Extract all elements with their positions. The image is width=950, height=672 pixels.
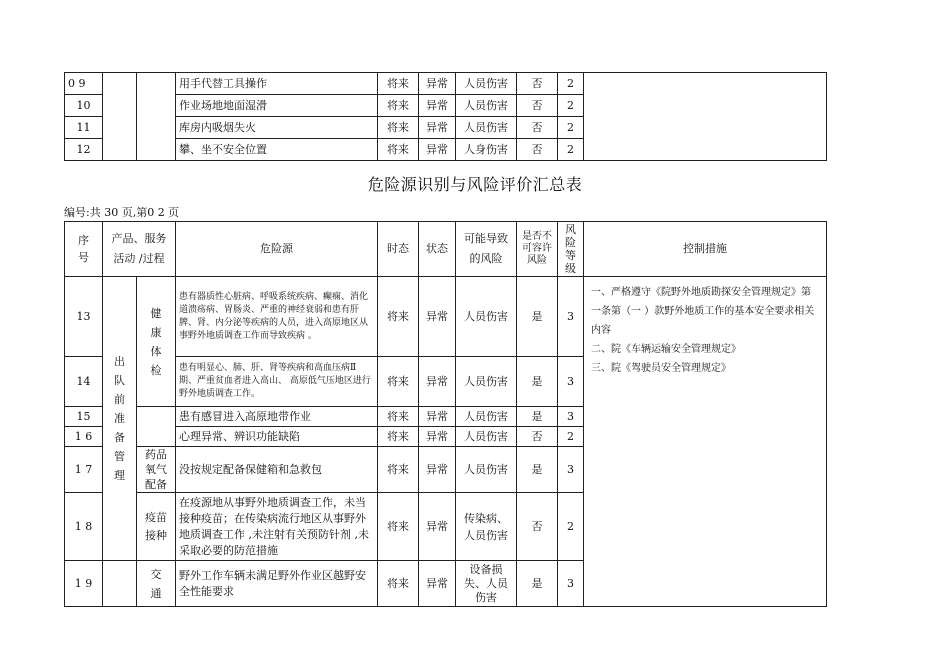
state-cell: 异常 bbox=[419, 357, 456, 407]
state-cell: 异常 bbox=[419, 277, 456, 357]
tense-cell: 将来 bbox=[378, 277, 419, 357]
unacceptable-cell: 否 bbox=[517, 117, 558, 139]
header-no: 序号 bbox=[65, 222, 103, 277]
tense-cell: 将来 bbox=[378, 407, 419, 427]
level-cell: 3 bbox=[558, 357, 584, 407]
level-cell: 2 bbox=[558, 117, 584, 139]
hazard-cell: 心理异常、辨识功能缺陷 bbox=[176, 427, 378, 447]
control-measure-item: 三、院《驾驶员安全管理规定》 bbox=[591, 363, 732, 374]
continuation-table bbox=[64, 72, 827, 161]
hazard-summary-table bbox=[64, 221, 827, 607]
control-measures-list bbox=[587, 277, 823, 378]
tense-cell: 将来 bbox=[378, 561, 419, 607]
group-health-cell: 健康体检 bbox=[137, 277, 176, 407]
control-measure-item: 二、院《车辆运输安全管理规定》 bbox=[591, 344, 742, 355]
row-number: 11 bbox=[65, 117, 103, 139]
group-vaccine-cell: 疫苗接种 bbox=[137, 493, 176, 561]
unacceptable-cell: 是 bbox=[517, 407, 558, 427]
tense-cell: 将来 bbox=[378, 427, 419, 447]
group-outer-cont-cell bbox=[103, 561, 137, 607]
row-number: 14 bbox=[65, 357, 103, 407]
header-level: 风险等级 bbox=[558, 222, 584, 277]
unacceptable-cell: 是 bbox=[517, 357, 558, 407]
state-cell: 异常 bbox=[419, 73, 456, 95]
unacceptable-cell: 是 bbox=[517, 277, 558, 357]
document-number: 编号:共 30 页,第0 2 页 bbox=[64, 206, 180, 219]
group-medicine-cell: 药品氧气配备 bbox=[137, 447, 176, 493]
table-row bbox=[65, 277, 827, 357]
unacceptable-cell: 否 bbox=[517, 95, 558, 117]
tense-cell: 将来 bbox=[378, 357, 419, 407]
subactivity-cell bbox=[137, 73, 176, 161]
risk-cell: 人员伤害 bbox=[456, 95, 517, 117]
hazard-cell: 患有器质性心脏病、呼吸系统疾病、癫痫、消化道溃疡病、胃肠炎、严重的神经衰弱和患有肝脾、肾、内分泌等疾病的人员，进入高原地区从事野外地质调查工作而导致疾病 。 bbox=[176, 277, 378, 357]
risk-cell: 人员伤害 bbox=[456, 117, 517, 139]
hazard-cell: 患有感冒进入高原地带作业 bbox=[176, 407, 378, 427]
state-cell: 异常 bbox=[419, 427, 456, 447]
row-number: 12 bbox=[65, 139, 103, 161]
risk-cell: 人身伤害 bbox=[456, 139, 517, 161]
header-state: 状态 bbox=[419, 222, 456, 277]
header-unacceptable: 是否不可容许风险 bbox=[517, 222, 558, 277]
level-cell: 2 bbox=[558, 139, 584, 161]
unacceptable-cell: 是 bbox=[517, 561, 558, 607]
header-tense: 时态 bbox=[378, 222, 419, 277]
level-cell: 2 bbox=[558, 493, 584, 561]
header-row bbox=[65, 222, 827, 277]
tense-cell: 将来 bbox=[378, 493, 419, 561]
unacceptable-cell: 否 bbox=[517, 139, 558, 161]
hazard-cell: 没按规定配备保健箱和急救包 bbox=[176, 447, 378, 493]
level-cell: 2 bbox=[558, 73, 584, 95]
hazard-cell: 作业场地地面湿滑 bbox=[176, 95, 378, 117]
risk-cell: 设备损失、人员伤害 bbox=[456, 561, 517, 607]
state-cell: 异常 bbox=[419, 407, 456, 427]
tense-cell: 将来 bbox=[378, 117, 419, 139]
risk-cell: 人员伤害 bbox=[456, 427, 517, 447]
hazard-cell: 用手代替工具操作 bbox=[176, 73, 378, 95]
level-cell: 2 bbox=[558, 427, 584, 447]
control-cell bbox=[584, 73, 827, 161]
state-cell: 异常 bbox=[419, 447, 456, 493]
risk-cell: 人员伤害 bbox=[456, 73, 517, 95]
unacceptable-cell: 否 bbox=[517, 427, 558, 447]
hazard-cell: 患有明显心、肺、肝、肾等疾病和高血压病Ⅱ期、严重贫血者进入高山、 高原低气压地区进行野外地质调查工作。 bbox=[176, 357, 378, 407]
risk-cell: 人员伤害 bbox=[456, 277, 517, 357]
row-number: 13 bbox=[65, 277, 103, 357]
risk-cell: 人员伤害 bbox=[456, 357, 517, 407]
risk-cell: 人员伤害 bbox=[456, 447, 517, 493]
table-row bbox=[65, 73, 827, 95]
hazard-cell: 在疫源地从事野外地质调查工作，未当接种疫苗；在传染病流行地区从事野外地质调查工作 ,未注射有关预防针剂 ,未采取必要的防范措施 bbox=[176, 493, 378, 561]
state-cell: 异常 bbox=[419, 493, 456, 561]
tense-cell: 将来 bbox=[378, 139, 419, 161]
row-number: 0 9 bbox=[65, 73, 103, 95]
header-risk: 可能导致的风险 bbox=[456, 222, 517, 277]
group-health-cont-cell bbox=[137, 407, 176, 447]
state-cell: 异常 bbox=[419, 117, 456, 139]
header-hazard: 危险源 bbox=[176, 222, 378, 277]
unacceptable-cell: 否 bbox=[517, 73, 558, 95]
activity-cell bbox=[103, 73, 137, 161]
hazard-cell: 攀、坐不安全位置 bbox=[176, 139, 378, 161]
level-cell: 3 bbox=[558, 447, 584, 493]
row-number: 1 9 bbox=[65, 561, 103, 607]
row-number: 1 8 bbox=[65, 493, 103, 561]
unacceptable-cell: 否 bbox=[517, 493, 558, 561]
level-cell: 3 bbox=[558, 561, 584, 607]
tense-cell: 将来 bbox=[378, 447, 419, 493]
row-number: 1 6 bbox=[65, 427, 103, 447]
level-cell: 3 bbox=[558, 277, 584, 357]
level-cell: 2 bbox=[558, 95, 584, 117]
hazard-cell: 野外工作车辆未满足野外作业区越野安全性能要求 bbox=[176, 561, 378, 607]
control-measure-item: 一、严格遵守《院野外地质勘探安全管理规定》第一条第（一 ）款野外地质工作的基本安全要求相关内容 bbox=[591, 287, 815, 336]
tense-cell: 将来 bbox=[378, 73, 419, 95]
header-control: 控制措施 bbox=[584, 222, 827, 277]
state-cell: 异常 bbox=[419, 95, 456, 117]
risk-cell: 人员伤害 bbox=[456, 407, 517, 427]
level-cell: 3 bbox=[558, 407, 584, 427]
tense-cell: 将来 bbox=[378, 95, 419, 117]
document-title: 危险源识别与风险评价汇总表 bbox=[367, 175, 583, 194]
group-traffic-cell: 交通 bbox=[137, 561, 176, 607]
row-number: 15 bbox=[65, 407, 103, 427]
row-number: 1 7 bbox=[65, 447, 103, 493]
row-number: 10 bbox=[65, 95, 103, 117]
group-outer-cell: 出队前准备管理 bbox=[103, 277, 137, 561]
hazard-cell: 库房内吸烟失火 bbox=[176, 117, 378, 139]
unacceptable-cell: 是 bbox=[517, 447, 558, 493]
state-cell: 异常 bbox=[419, 561, 456, 607]
risk-cell: 传染病、人员伤害 bbox=[456, 493, 517, 561]
state-cell: 异常 bbox=[419, 139, 456, 161]
control-measures-cell bbox=[584, 277, 827, 607]
header-activity: 产品、服务活动 /过程 bbox=[103, 222, 176, 277]
